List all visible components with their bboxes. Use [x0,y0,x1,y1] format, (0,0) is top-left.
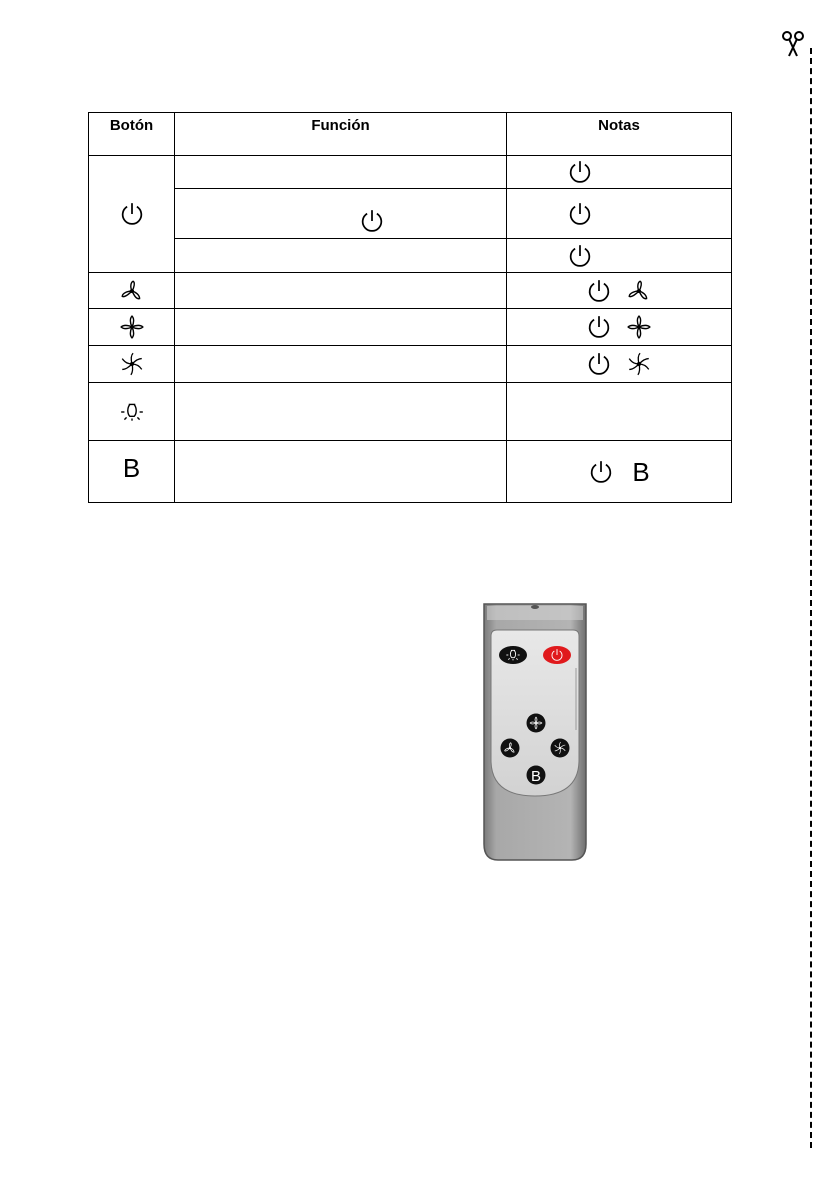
boost-b-icon: B [632,456,650,487]
fan-high-icon [119,351,145,377]
boost-b-icon: B [530,768,542,785]
function-cell [175,156,507,189]
fan-medium-icon [119,314,145,340]
power-icon [586,351,612,377]
cut-line [810,48,812,1148]
power-icon [567,243,593,269]
remote-fan-low-button[interactable] [501,739,520,758]
header-function: Función [175,113,507,156]
remote-light-button[interactable] [499,646,527,664]
light-button-cell [89,383,175,441]
power-icon [586,278,612,304]
table-row [89,189,732,239]
function-cell [175,441,507,503]
table-row [89,309,732,346]
power-button-cell [89,156,175,273]
remote-fan-medium-button[interactable] [527,714,546,733]
function-cell [175,309,507,346]
table-row [89,383,732,441]
table-row [89,273,732,309]
notes-cell [507,346,732,383]
header-notes: Notas [507,113,732,156]
remote-control [480,600,590,862]
header-button: Botón [89,113,175,156]
power-icon [588,459,614,485]
table-row [89,346,732,383]
fan-high-button-cell [89,346,175,383]
button-legend-table [88,112,732,503]
table-header-row [89,113,732,156]
power-icon [359,208,385,234]
notes-cell [507,309,732,346]
table-row [89,441,732,503]
power-icon [119,201,145,227]
function-cell [175,383,507,441]
table-row [89,239,732,273]
fan-low-icon [119,278,145,304]
function-cell [175,189,507,239]
boost-button-cell [89,441,175,503]
notes-cell [507,383,732,441]
boost-b-icon: B [122,453,141,483]
fan-low-button-cell [89,273,175,309]
light-icon [119,399,145,425]
fan-high-icon [626,351,652,377]
function-cell [175,239,507,273]
notes-cell [507,273,732,309]
table-row [89,156,732,189]
scissors-icon [778,30,808,60]
fan-medium-icon [626,314,652,340]
remote-fan-high-button[interactable] [551,739,570,758]
notes-cell [507,156,732,189]
notes-cell [507,441,732,503]
function-cell [175,273,507,309]
notes-cell [507,189,732,239]
power-icon [586,314,612,340]
notes-cell [507,239,732,273]
fan-low-icon [626,278,652,304]
power-icon [567,159,593,185]
fan-medium-button-cell [89,309,175,346]
power-icon [567,201,593,227]
remote-power-button[interactable] [543,646,571,664]
function-cell [175,346,507,383]
